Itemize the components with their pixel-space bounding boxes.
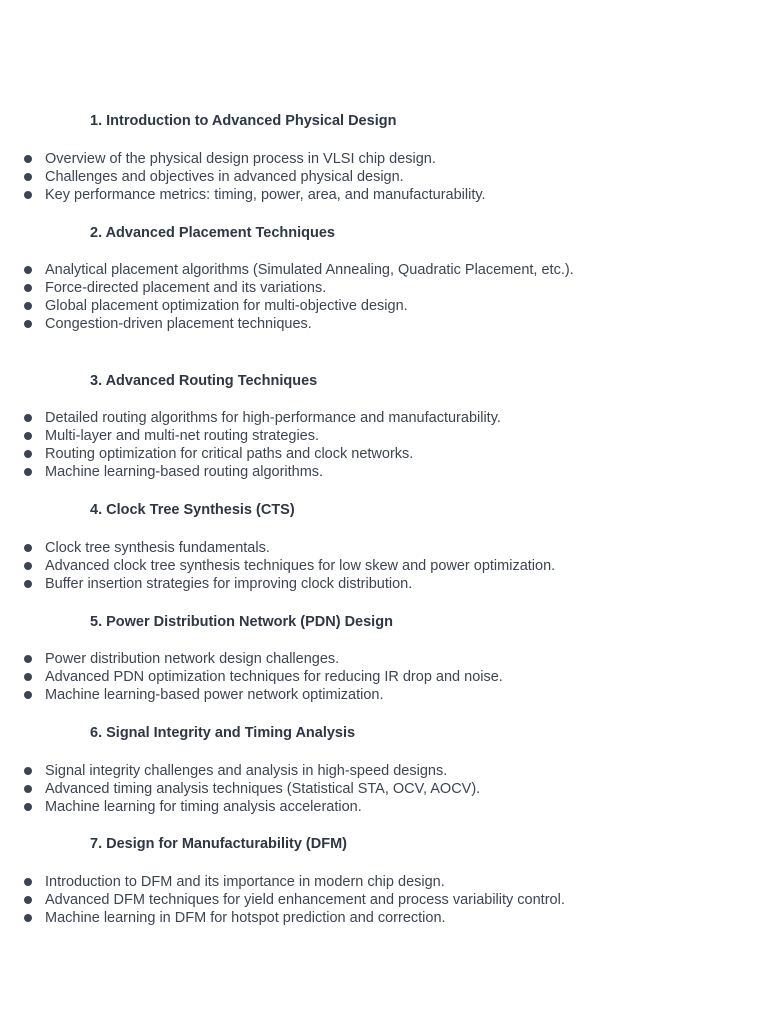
section-1 xyxy=(90,112,690,130)
section-3-list xyxy=(0,409,600,481)
list-item-text: Machine learning-based power network optimization. xyxy=(45,687,384,703)
bullet-icon xyxy=(24,544,32,552)
list-item xyxy=(0,668,600,686)
section-7-list xyxy=(0,873,600,927)
bullet-icon xyxy=(24,673,32,681)
section-2-list xyxy=(0,261,600,333)
bullet-icon xyxy=(24,284,32,292)
list-item-text: Multi-layer and multi-net routing strategies. xyxy=(45,428,320,444)
list-item xyxy=(0,798,600,816)
list-item-text: Signal integrity challenges and analysis in high-speed designs. xyxy=(45,763,448,779)
list-item xyxy=(0,168,600,186)
bullet-icon xyxy=(24,173,32,181)
list-item-text: Buffer insertion strategies for improving clock distribution. xyxy=(45,576,413,592)
list-item-text: Machine learning in DFM for hotspot prediction and correction. xyxy=(45,910,446,926)
list-item xyxy=(0,279,600,297)
section-7 xyxy=(90,835,690,853)
bullet-icon xyxy=(24,266,32,274)
section-6-list xyxy=(0,762,600,816)
list-item-text: Advanced PDN optimization techniques for reducing IR drop and noise. xyxy=(45,669,503,685)
bullet-icon xyxy=(24,302,32,310)
bullet-icon xyxy=(24,580,32,588)
list-item-text: Power distribution network design challenges. xyxy=(45,651,340,667)
list-item xyxy=(0,463,600,481)
section-title: 2. Advanced Placement Techniques xyxy=(90,225,335,241)
bullet-icon xyxy=(24,896,32,904)
list-item xyxy=(0,427,600,445)
list-item-text: Machine learning-based routing algorithms. xyxy=(45,464,324,480)
list-item-text: Machine learning for timing analysis acceleration. xyxy=(45,799,362,815)
list-item xyxy=(0,315,600,333)
list-item xyxy=(0,557,600,575)
section-title: 5. Power Distribution Network (PDN) Design xyxy=(90,614,393,630)
list-item xyxy=(0,873,600,891)
list-item-text: Routing optimization for critical paths and clock networks. xyxy=(45,446,414,462)
list-item xyxy=(0,150,600,168)
bullet-icon xyxy=(24,450,32,458)
bullet-icon xyxy=(24,414,32,422)
list-item-text: Introduction to DFM and its importance in modern chip design. xyxy=(45,874,445,890)
list-item-text: Advanced timing analysis techniques (Statistical STA, OCV, AOCV). xyxy=(45,781,481,797)
section-title: 7. Design for Manufacturability (DFM) xyxy=(90,836,347,852)
list-item xyxy=(0,297,600,315)
bullet-icon xyxy=(24,691,32,699)
list-item xyxy=(0,686,600,704)
list-item-text: Clock tree synthesis fundamentals. xyxy=(45,540,270,556)
section-title: 3. Advanced Routing Techniques xyxy=(90,373,318,389)
list-item xyxy=(0,261,600,279)
section-3 xyxy=(90,372,690,390)
section-6 xyxy=(90,724,690,742)
list-item xyxy=(0,186,600,204)
bullet-icon xyxy=(24,767,32,775)
list-item-text: Global placement optimization for multi-objective design. xyxy=(45,298,408,314)
list-item-text: Overview of the physical design process in VLSI chip design. xyxy=(45,151,436,167)
list-item-text: Force-directed placement and its variations. xyxy=(45,280,327,296)
bullet-icon xyxy=(24,878,32,886)
section-5 xyxy=(90,613,690,631)
list-item-text: Analytical placement algorithms (Simulated Annealing, Quadratic Placement, etc.). xyxy=(45,262,574,278)
list-item-text: Congestion-driven placement techniques. xyxy=(45,316,312,332)
list-item xyxy=(0,909,600,927)
bullet-icon xyxy=(24,914,32,922)
bullet-icon xyxy=(24,803,32,811)
section-5-list xyxy=(0,650,600,704)
bullet-icon xyxy=(24,468,32,476)
section-4 xyxy=(90,501,690,519)
list-item xyxy=(0,539,600,557)
section-title: 4. Clock Tree Synthesis (CTS) xyxy=(90,502,295,518)
list-item-text: Key performance metrics: timing, power, area, and manufacturability. xyxy=(45,187,486,203)
list-item xyxy=(0,575,600,593)
list-item-text: Advanced DFM techniques for yield enhancement and process variability control. xyxy=(45,892,565,908)
bullet-icon xyxy=(24,655,32,663)
bullet-icon xyxy=(24,562,32,570)
bullet-icon xyxy=(24,191,32,199)
bullet-icon xyxy=(24,432,32,440)
list-item-text: Challenges and objectives in advanced physical design. xyxy=(45,169,404,185)
list-item xyxy=(0,409,600,427)
list-item xyxy=(0,780,600,798)
list-item-text: Detailed routing algorithms for high-performance and manufacturability. xyxy=(45,410,501,426)
section-title: 1. Introduction to Advanced Physical Design xyxy=(90,113,397,129)
section-2 xyxy=(90,224,690,242)
list-item xyxy=(0,650,600,668)
section-1-list xyxy=(0,150,600,204)
section-title: 6. Signal Integrity and Timing Analysis xyxy=(90,725,356,741)
bullet-icon xyxy=(24,155,32,163)
bullet-icon xyxy=(24,785,32,793)
list-item-text: Advanced clock tree synthesis techniques for low skew and power optimization. xyxy=(45,558,556,574)
section-4-list xyxy=(0,539,600,593)
bullet-icon xyxy=(24,320,32,328)
list-item xyxy=(0,891,600,909)
list-item xyxy=(0,762,600,780)
list-item xyxy=(0,445,600,463)
